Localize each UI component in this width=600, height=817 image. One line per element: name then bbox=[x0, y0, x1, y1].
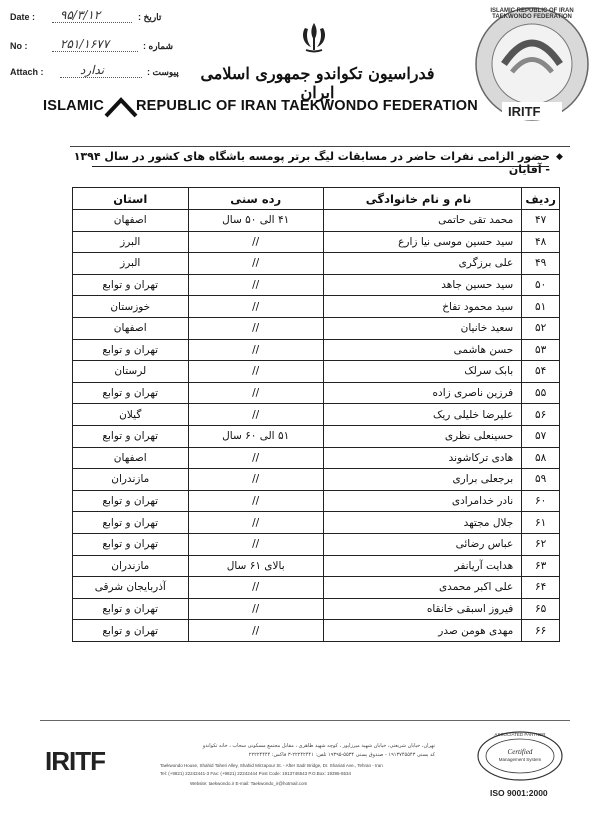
row-number: ۵۴ bbox=[522, 361, 560, 383]
federation-name-fa: فدراسیون تکواندو جمهوری اسلامی ایران bbox=[200, 64, 435, 102]
row-number: ۵۶ bbox=[522, 404, 560, 426]
row-province: تهران و توابع bbox=[73, 598, 189, 620]
date-label: Date : bbox=[10, 12, 36, 22]
row-number: ۵۱ bbox=[522, 296, 560, 318]
iso-seal bbox=[470, 726, 570, 786]
roster-table bbox=[72, 187, 560, 642]
col-header-name: نام و نام خانوادگی bbox=[323, 188, 521, 210]
row-province: تهران و توابع bbox=[73, 620, 189, 642]
row-name: عباس رضائی bbox=[323, 533, 521, 555]
title-underline bbox=[92, 166, 549, 167]
row-age-category: // bbox=[188, 469, 323, 491]
attach-label-fa: : پیوست bbox=[147, 67, 179, 77]
row-province: اصفهان bbox=[73, 317, 189, 339]
table-header-row bbox=[73, 188, 560, 210]
col-header-age: رده سنی bbox=[188, 188, 323, 210]
table-row bbox=[73, 490, 560, 512]
row-age-category: // bbox=[188, 577, 323, 599]
row-number: ۶۶ bbox=[522, 620, 560, 642]
row-number: ۵۳ bbox=[522, 339, 560, 361]
col-header-province: استان bbox=[73, 188, 189, 210]
row-name: حسن هاشمی bbox=[323, 339, 521, 361]
federation-name-en-right: REPUBLIC OF IRAN TAEKWONDO FEDERATION bbox=[136, 98, 478, 114]
row-province: اصفهان bbox=[73, 210, 189, 232]
row-number: ۶۵ bbox=[522, 598, 560, 620]
row-age-category: // bbox=[188, 404, 323, 426]
row-number: ۶۰ bbox=[522, 490, 560, 512]
row-province: مازندران bbox=[73, 555, 189, 577]
logo-ring-text: ISLAMIC REPUBLIC OF IRAN TAEKWONDO FEDERATION bbox=[490, 8, 574, 20]
table-row bbox=[73, 620, 560, 642]
federation-name-en-left: ISLAMIC bbox=[43, 98, 105, 114]
row-number: ۴۸ bbox=[522, 231, 560, 253]
iso-label: ISO 9001:2000 bbox=[490, 788, 548, 798]
row-age-category: بالای ۶۱ سال bbox=[188, 555, 323, 577]
row-province: آذربایجان شرقی bbox=[73, 577, 189, 599]
row-number: ۵۷ bbox=[522, 425, 560, 447]
footer-rule bbox=[40, 720, 570, 721]
footer-address-en-2: Tel: (+9821) 22242441-3 Fax: (+9821) 22242444 Post Code: 1913745543 P.O.Box: 19395-5534 bbox=[160, 771, 352, 776]
row-name: علی اکبر محمدی bbox=[323, 577, 521, 599]
row-name: فیروز اسبقی خانقاه bbox=[323, 598, 521, 620]
row-age-category: ۴۱ الی ۵۰ سال bbox=[188, 210, 323, 232]
row-name: بابک سرلک bbox=[323, 361, 521, 383]
row-name: سید حسین جاهد bbox=[323, 274, 521, 296]
row-province: تهران و توابع bbox=[73, 490, 189, 512]
row-name: هادی ترکاشوند bbox=[323, 447, 521, 469]
row-province: اصفهان bbox=[73, 447, 189, 469]
table-row bbox=[73, 317, 560, 339]
date-underline bbox=[52, 22, 132, 23]
number-underline bbox=[52, 51, 138, 52]
table-row bbox=[73, 296, 560, 318]
iran-emblem-icon bbox=[297, 20, 331, 54]
row-number: ۵۹ bbox=[522, 469, 560, 491]
table-row bbox=[73, 598, 560, 620]
footer-address-en-3: Website: taekwondo.ir E-mail: Taekwondo_ir@hotmail.com bbox=[190, 781, 308, 786]
row-province: تهران و توابع bbox=[73, 512, 189, 534]
row-age-category: // bbox=[188, 490, 323, 512]
seal-certified: Certified bbox=[507, 748, 533, 756]
row-province: تهران و توابع bbox=[73, 339, 189, 361]
footer-address-fa-1: تهران، خیابان شریعتی، خیابان شهید میرزاپور ، کوچه شهید طاهری ، مقابل مجتمع مسکونی سحاب ، خانه تکواندو bbox=[202, 743, 435, 749]
header-rule bbox=[70, 146, 570, 147]
row-age-category: // bbox=[188, 447, 323, 469]
row-province: تهران و توابع bbox=[73, 533, 189, 555]
row-age-category: // bbox=[188, 620, 323, 642]
footer-brand: IRITF bbox=[45, 746, 105, 776]
table-row bbox=[73, 253, 560, 275]
table-row bbox=[73, 231, 560, 253]
bullet-icon: ◆ bbox=[556, 152, 563, 162]
footer-address-en-1: Taekwondo House, Shahid Taheri Alley, Shahid Mirzapour St. - After Sadr Bridge, Dr. Shariati Ave., Tehran - Iran bbox=[160, 763, 383, 768]
row-name: جلال مجتهد bbox=[323, 512, 521, 534]
row-province: تهران و توابع bbox=[73, 274, 189, 296]
number-value: ۲۵۱/۱۶۷۷ bbox=[60, 37, 110, 51]
row-number: ۶۴ bbox=[522, 577, 560, 599]
row-age-category: // bbox=[188, 296, 323, 318]
row-province: تهران و توابع bbox=[73, 425, 189, 447]
row-number: ۵۲ bbox=[522, 317, 560, 339]
row-name: سید حسین موسی نیا زارع bbox=[323, 231, 521, 253]
date-label-fa: : تاریخ bbox=[138, 12, 162, 22]
row-name: مهدی هومن صدر bbox=[323, 620, 521, 642]
row-number: ۵۵ bbox=[522, 382, 560, 404]
table-row bbox=[73, 210, 560, 232]
row-province: مازندران bbox=[73, 469, 189, 491]
table-row bbox=[73, 533, 560, 555]
row-province: البرز bbox=[73, 231, 189, 253]
row-age-category: // bbox=[188, 339, 323, 361]
row-age-category: ۵۱ الی ۶۰ سال bbox=[188, 425, 323, 447]
row-name: فرزین ناصری زاده bbox=[323, 382, 521, 404]
row-number: ۵۰ bbox=[522, 274, 560, 296]
row-name: سعید خانیان bbox=[323, 317, 521, 339]
row-age-category: // bbox=[188, 512, 323, 534]
row-number: ۶۲ bbox=[522, 533, 560, 555]
row-number: ۶۱ bbox=[522, 512, 560, 534]
row-age-category: // bbox=[188, 598, 323, 620]
row-number: ۵۸ bbox=[522, 447, 560, 469]
seal-top-text: ASSOCIATED PARTNER bbox=[494, 732, 546, 737]
footer-logo bbox=[45, 746, 120, 774]
row-name: برجعلی براری bbox=[323, 469, 521, 491]
seal-management: Management System bbox=[498, 757, 542, 762]
table-row bbox=[73, 447, 560, 469]
row-province: گیلان bbox=[73, 404, 189, 426]
row-name: محمد تقی حاتمی bbox=[323, 210, 521, 232]
attach-value: ندارد bbox=[80, 63, 105, 77]
row-number: ۶۳ bbox=[522, 555, 560, 577]
table-row bbox=[73, 555, 560, 577]
footer-address-fa-2: کد پستی ۱۹۱۳۷۴۵۵۴۳ - صندوق پستی ۵۵۳۴-۱۹۳۹۵ تلفن: ۲۲۲۴۲۴۴۱-۳ فاکس: ۲۲۲۲۴۴۴۴ bbox=[248, 752, 435, 758]
table-row bbox=[73, 274, 560, 296]
row-age-category: // bbox=[188, 253, 323, 275]
col-header-num: ردیف bbox=[522, 188, 560, 210]
table-row bbox=[73, 404, 560, 426]
logo-brand: IRITF bbox=[508, 104, 541, 119]
row-age-category: // bbox=[188, 382, 323, 404]
page-title: حضور الزامی نفرات حاضر در مسابقات لیگ برتر پومسه باشگاه های کشور در سال ۱۳۹۴ - آقایان bbox=[73, 150, 550, 176]
row-number: ۴۹ bbox=[522, 253, 560, 275]
table-row bbox=[73, 382, 560, 404]
row-province: البرز bbox=[73, 253, 189, 275]
row-age-category: // bbox=[188, 533, 323, 555]
number-label-fa: : شماره bbox=[143, 41, 174, 51]
table-row bbox=[73, 425, 560, 447]
table-row bbox=[73, 339, 560, 361]
row-name: هدایت آریانفر bbox=[323, 555, 521, 577]
row-age-category: // bbox=[188, 274, 323, 296]
row-age-category: // bbox=[188, 317, 323, 339]
table-row bbox=[73, 469, 560, 491]
row-name: علیرضا خلیلی ریک bbox=[323, 404, 521, 426]
row-province: تهران و توابع bbox=[73, 382, 189, 404]
row-number: ۴۷ bbox=[522, 210, 560, 232]
row-name: حسینعلی نظری bbox=[323, 425, 521, 447]
table-row bbox=[73, 577, 560, 599]
number-label: No : bbox=[10, 41, 28, 51]
row-age-category: // bbox=[188, 231, 323, 253]
row-name: علی برزگری bbox=[323, 253, 521, 275]
chevron-icon bbox=[104, 96, 138, 120]
table-row bbox=[73, 512, 560, 534]
date-value: ۹۵/۳/۱۲ bbox=[60, 8, 101, 22]
row-name: سید محمود تفاخ bbox=[323, 296, 521, 318]
attach-label: Attach : bbox=[10, 67, 44, 77]
row-age-category: // bbox=[188, 361, 323, 383]
row-name: نادر خدامرادی bbox=[323, 490, 521, 512]
row-province: خوزستان bbox=[73, 296, 189, 318]
federation-logo bbox=[472, 2, 592, 130]
attach-underline bbox=[60, 77, 142, 78]
row-province: لرستان bbox=[73, 361, 189, 383]
table-row bbox=[73, 361, 560, 383]
